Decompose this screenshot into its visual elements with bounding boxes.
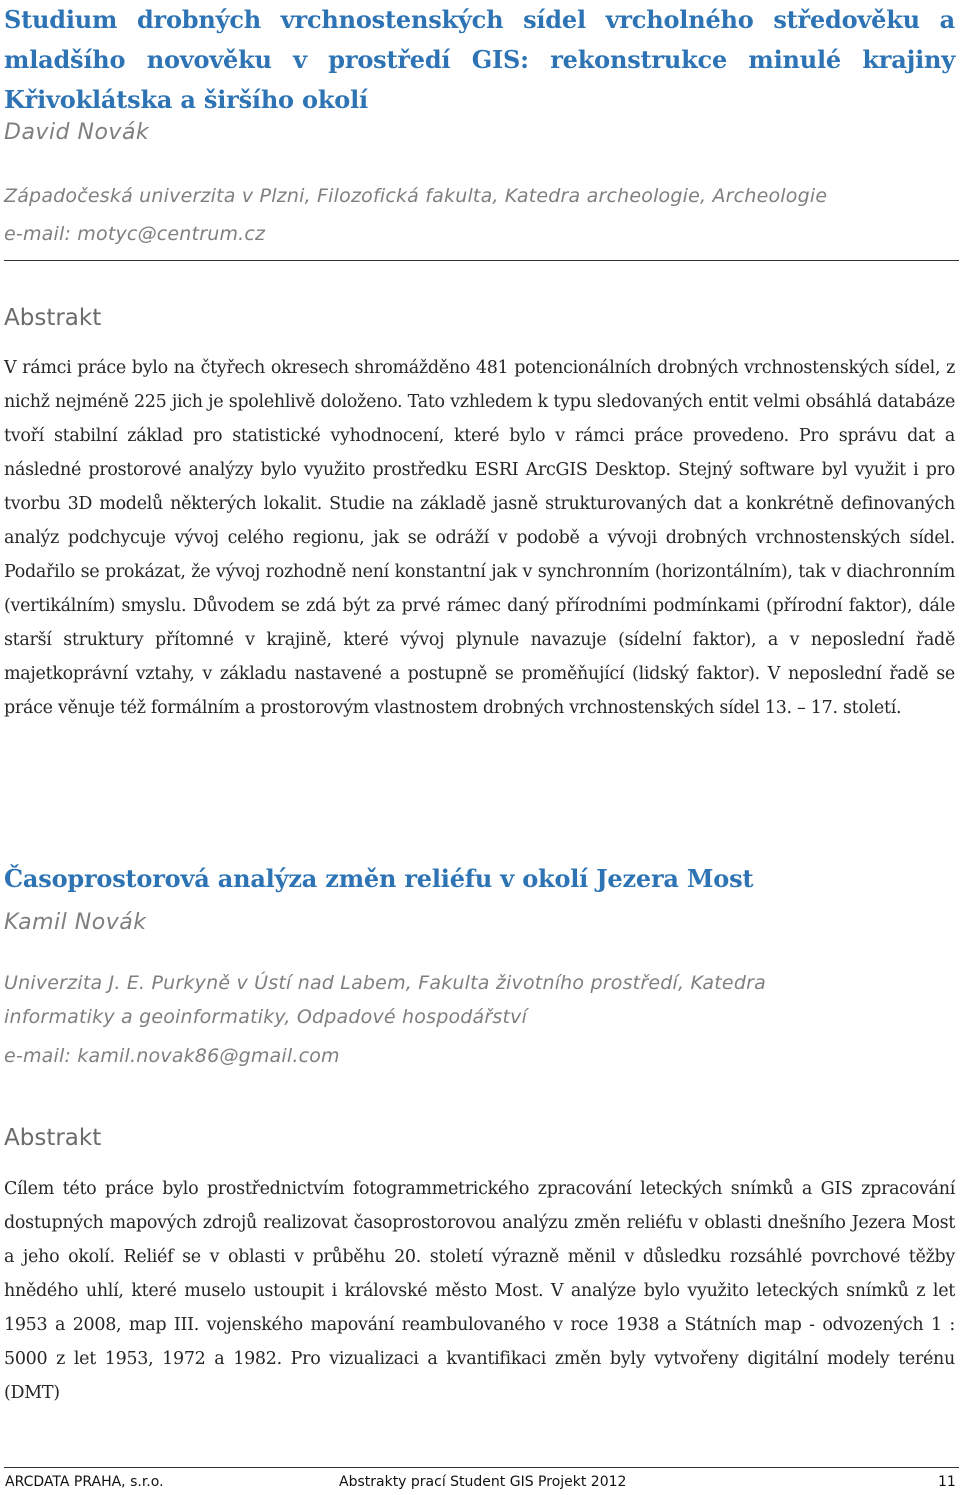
article2-affiliation-line2: informatiky a geoinformatiky, Odpadové hospodářství	[4, 1006, 528, 1028]
footer-publication-title: Abstrakty prací Student GIS Projekt 2012	[339, 1474, 627, 1490]
footer-divider	[4, 1467, 959, 1468]
article2-email[interactable]: e-mail: kamil.novak86@gmail.com	[4, 1045, 340, 1067]
article1-title: Studium drobných vrchnostenských sídel vrcholného středověku a mladšího novověku v prostředí GIS: rekonstrukce minulé krajiny Křivoklátska a širšího okolí	[4, 5, 955, 114]
article1-email[interactable]: e-mail: motyc@centrum.cz	[4, 223, 266, 245]
article2-affiliation-line1: Univerzita J. E. Purkyně v Ústí nad Labem, Fakulta životního prostředí, Katedra	[4, 972, 766, 994]
article1-author: David Novák	[4, 120, 150, 145]
article1-abstract-text: V rámci práce bylo na čtyřech okresech shromážděno 481 potencionálních drobných vrchnostenských sídel, z nichž nejméně 225 jich je spolehlivě doloženo. Tato vzhledem k typu sledovaných entit velmi obsáhlá databáze tvoří stabilní základ pro statistické vyhodnocení, které bylo v rámci práce provedeno. Pro správu dat a následné prostorové analýzy bylo využito prostředku ESRI ArcGIS Desktop. Stejný software byl využit i pro tvorbu 3D modelů některých lokalit. Studie na základě jasně strukturovaných dat a konkrétně definovaných analýz podchycuje vývoj celého regionu, jak se odráží v podobě a vývoji drobných vrchnostenských sídel. Podařilo se prokázat, že vývoj rozhodně není konstantní jak v synchronním (horizontálním), tak v diachronním (vertikálním) smyslu. Důvodem se zdá být za prvé rámec daný přírodními podmínkami (přírodní faktor), dále starší struktury přítomné v krajině, které vývoj plynule navazuje (sídelní faktor), a v neposlední řadě majetkoprávní vztahy, v základu nastavené a postupně se proměňující (lidský faktor). V neposlední řadě se práce věnuje též formálním a prostorovým vlastnostem drobných vrchnostenských sídel 13. – 17. století.	[4, 358, 955, 718]
article2-abstract-text: Cílem této práce bylo prostřednictvím fotogrammetrického zpracování leteckých snímků a GIS zpracování dostupných mapových zdrojů realizovat časoprostorovou analýzu změn reliéfu v oblasti dnešního Jezera Most a jeho okolí. Reliéf se v oblasti v průběhu 20. století výrazně měnil v důsledku rozsáhlé povrchové těžby hnědého uhlí, které muselo ustoupit i královské město Most. V analýze bylo využito leteckých snímků z let 1953 a 2008, map III. vojenského mapování reambulovaného v roce 1938 a Státních map - odvozených 1 : 5000 z let 1953, 1972 a 1982. Pro vizualizaci a kvantifikaci změn byly vytvořeny digitální modely terénu (DMT)	[4, 1179, 955, 1403]
section-divider	[4, 260, 959, 261]
article1-abstract-heading: Abstrakt	[4, 305, 102, 331]
article2-title: Časoprostorová analýza změn reliéfu v okolí Jezera Most	[4, 864, 754, 893]
article1-affiliation: Západočeská univerzita v Plzni, Filozofická fakulta, Katedra archeologie, Archeologie	[4, 185, 828, 207]
article2-abstract-heading: Abstrakt	[4, 1125, 102, 1151]
footer-publisher: ARCDATA PRAHA, s.r.o.	[5, 1474, 164, 1490]
article2-author: Kamil Novák	[4, 910, 147, 935]
footer-page-number: 11	[938, 1474, 956, 1490]
